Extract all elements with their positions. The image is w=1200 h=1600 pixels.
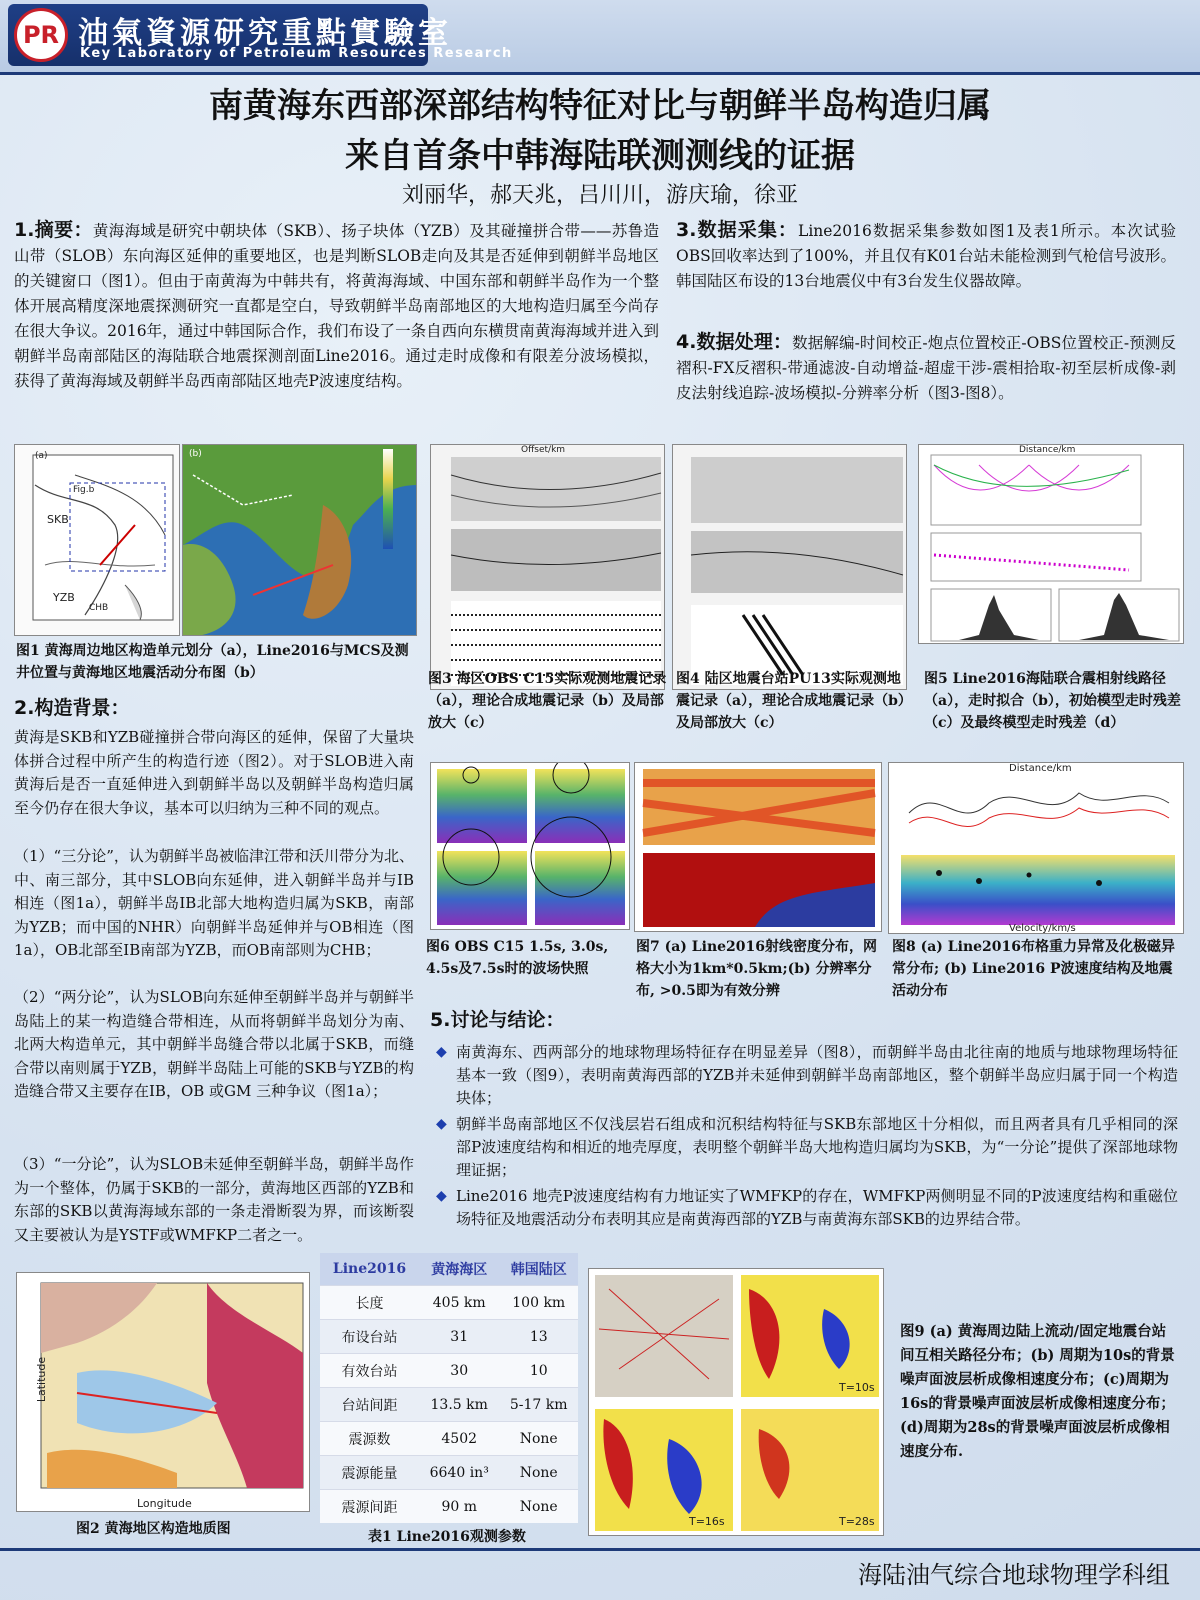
figure-8-caption: 图8 (a) Line2016布格重力异常及化极磁异常分布; (b) Line2016 P波速度结构及地震活动分布: [892, 939, 1176, 999]
table-row: [320, 1490, 578, 1524]
fig5-distance-label: Distance/km: [1019, 445, 1076, 455]
table-header-cell: 韩国陆区: [499, 1253, 578, 1286]
fig1b-label: (b): [189, 449, 202, 459]
table-cell: 布设台站: [320, 1320, 419, 1354]
fig1a-figb-label: Fig.b: [73, 485, 95, 495]
table-1-caption: 表1 Line2016观测参数: [368, 1529, 526, 1545]
table-cell: 震源数: [320, 1422, 419, 1456]
abstract-heading: 1.摘要：: [14, 219, 93, 241]
noise-tomography-maps: [589, 1269, 884, 1536]
figure-3-caption: 图3 海区OBS C15实际观测地震记录（a），理论合成地震记录（b）及局部放大（c）: [428, 671, 667, 731]
diamond-bullet-icon: ◆: [436, 1044, 447, 1060]
figure-6-wavefield-snapshots: [430, 762, 630, 930]
table-cell: 长度: [320, 1286, 419, 1320]
table-header-row: [320, 1253, 578, 1286]
acquisition-section: [676, 218, 1176, 294]
table-cell: 4502: [419, 1422, 500, 1456]
conclusion-bullet-text: 朝鲜半岛南部地区不仅浅层岩石组成和沉积结构特征与SKB东部地区十分相似，而且两者具有几乎相同的深部P波速度结构和相近的地壳厚度，表明整个朝鲜半岛大地构造归属均为SKB，为“一分论”提供了深部地球物理证据；: [456, 1115, 1178, 1179]
figure-2-caption: 图2 黄海地区构造地质图: [76, 1521, 231, 1537]
table-header-cell: 黄海海区: [419, 1253, 500, 1286]
figure-9-noise-tomography: [588, 1268, 884, 1536]
figure-5-caption: 图5 Line2016海陆联合震相射线路径（a），走时拟合（b），初始模型走时残差（c）及最终模型走时残差（d）: [924, 671, 1181, 731]
table-1-parameters: [320, 1253, 578, 1523]
fig9-t28-label: T=28s: [839, 1515, 875, 1528]
figure-9-caption: 图9 (a) 黄海周边陆上流动/固定地震台站间互相关路径分布；(b) 周期为10s的背景噪声面波层析成像相速度分布；(c)周期为16s的背景噪声面波层析成像相速度分布；(d)周期为28s的背景噪声面波层析成像相速度分布.: [900, 1323, 1175, 1460]
lab-logo: [8, 4, 513, 66]
ray-density-plot: [635, 763, 882, 932]
diamond-bullet-icon: ◆: [436, 1116, 447, 1132]
table-header-cell: Line2016: [320, 1253, 419, 1286]
figure-7-ray-density: [634, 762, 882, 932]
fig9-t10-label: T=10s: [839, 1381, 875, 1394]
figure-4-land-records: [672, 444, 907, 690]
conclusion-bullet-text: 南黄海东、西两部分的地球物理场特征存在明显差异（图8），而朝鲜半岛由北往南的地质与地球物理场特征基本一致（图9），表明南黄海西部的YZB并未延伸到朝鲜半岛南部地区，整个朝鲜半岛应归属于同一个构造块体；: [456, 1043, 1178, 1107]
fig8-distance-label: Distance/km: [1009, 763, 1072, 774]
table-cell: 5-17 km: [499, 1388, 578, 1422]
lab-name-cn: 油氣資源研究重點實驗室: [78, 16, 452, 51]
lab-name-en: Key Laboratory of Petroleum Resources Research: [80, 46, 513, 61]
abstract-body: 黄海海域是研究中朝块体（SKB）、扬子块体（YZB）及其碰撞拼合带——苏鲁造山带（SLOB）东向海区延伸的重要地区，也是判断SLOB走向及其是否延伸到朝鲜半岛地区的关键窗口（图1）。但由于南黄海为中韩共有，将黄海海域、中国东部和朝鲜半岛作为一个整体开展高精度深地震探测研究一直都是空白，导致朝鲜半岛南部地区的大地构造归属至今尚存在很大争议。2016年，通过中韩国际合作，我们布设了一条自西向东横贯南黄海海域并进入到朝鲜半岛南部陆区的海陆联合地震探测剖面Line2016。通过走时成像和有限差分波场模拟，获得了黄海海域及朝鲜半岛西南部陆区地壳P波速度结构。: [14, 222, 659, 390]
table-row: [320, 1320, 578, 1354]
table-cell: 6640 in³: [419, 1456, 500, 1490]
table-cell: 30: [419, 1354, 500, 1388]
fig2-ylabel: Latitude: [35, 1356, 49, 1403]
figure-2-geologic-map: [16, 1272, 310, 1512]
table-row: [320, 1354, 578, 1388]
abstract-section: [14, 218, 659, 394]
seismicity-map: [183, 445, 417, 636]
conclusion-bullet-text: Line2016 地壳P波速度结构有力地证实了WMFKP的存在，WMFKP两侧明显不同的P波速度结构和重磁位场特征及地震活动分布表明其应是南黄海西部的YZB与南黄海东部SKB的边界结合带。: [456, 1187, 1178, 1228]
table-cell: 台站间距: [320, 1388, 419, 1422]
figure-7-caption: 图7 (a) Line2016射线密度分布，网格大小为1km*0.5km;(b) 分辨率分布, >0.5即为有效分辨: [636, 939, 878, 999]
fig8-velocity-label: Velocity/km/s: [1009, 923, 1076, 934]
conclusion-bullet-1: [436, 1041, 1178, 1110]
background-p3: （2）“两分论”，认为SLOB向东延伸至朝鲜半岛并与朝鲜半岛陆上的某一构造缝合带相连，从而将朝鲜半岛划分为南、北两大构造单元，其中朝鲜半岛缝合带以北属于SKB，而缝合带以南则属于YZB，朝鲜半岛陆上可能的SKB与YZB的构造缝合带又主要存在IB，OB 或GM 三种争议（图1a）；: [14, 988, 414, 1100]
land-record-plot: [673, 445, 907, 690]
acquisition-body: Line2016数据采集参数如图1及表1所示。本次试验OBS回收率达到了100%，并且仅有K01台站未能检测到气枪信号波形。韩国陆区布设的13台地震仪中有3台发生仪器故障。: [676, 222, 1176, 290]
wavefield-plot: [431, 763, 630, 930]
background-p4: （3）“一分论”，认为SLOB未延伸至朝鲜半岛，朝鲜半岛作为一个整体，仍属于SKB的一部分，黄海地区西部的YZB和东部的SKB以黄海海域东部的一条走滑断裂为界，而该断裂又主要被认为是YSTF或WMFKP二者之一。: [14, 1155, 414, 1244]
conclusion-heading-wrap: [430, 1008, 1130, 1034]
table-cell: 405 km: [419, 1286, 500, 1320]
figure-1b-seismicity-map: [182, 444, 417, 636]
conclusion-bullet-2: [436, 1113, 1178, 1182]
fig1a-yzb-label: YZB: [53, 591, 75, 604]
table-cell: None: [499, 1456, 578, 1490]
group-name: 海陆油气综合地球物理学科组: [858, 1561, 1170, 1589]
fig9-t16-label: T=16s: [689, 1515, 725, 1528]
table-cell: 10: [499, 1354, 578, 1388]
title-line-2: 来自首条中韩海陆联测测线的证据: [345, 136, 855, 176]
figure-8-gravity-velocity: [888, 762, 1184, 934]
figure-1a-map: [14, 444, 180, 636]
processing-section: [676, 330, 1176, 406]
background-heading-wrap: [14, 696, 414, 722]
table-cell: 31: [419, 1320, 500, 1354]
table-cell: None: [499, 1490, 578, 1524]
acquisition-heading: 3.数据采集：: [676, 219, 799, 241]
table-cell: 90 m: [419, 1490, 500, 1524]
fig2-xlabel: Longitude: [137, 1497, 192, 1510]
table-row: [320, 1388, 578, 1422]
figure-6-caption: 图6 OBS C15 1.5s, 3.0s, 4.5s及7.5s时的波场快照: [426, 939, 609, 977]
fig3-offset-label: Offset/km: [521, 445, 566, 455]
table-cell: 震源能量: [320, 1456, 419, 1490]
processing-heading: 4.数据处理：: [676, 331, 793, 353]
obs-record-plot: [431, 445, 665, 690]
authors: 刘丽华，郝天兆，吕川川，游庆瑜，徐亚: [401, 183, 798, 208]
ray-path-plot: [919, 445, 1184, 644]
table-cell: 13: [499, 1320, 578, 1354]
background-p1: 黄海是SKB和YZB碰撞拼合带向海区的延伸，保留了大量块体拼合过程中所产生的构造行迹（图2）。对于SLOB进入南黄海后是否一直延伸进入到朝鲜半岛以及朝鲜半岛构造归属至今仍存在很大争议，基本可以归纳为三种不同的观点。: [14, 728, 414, 817]
fig1a-skb-label: SKB: [47, 513, 69, 526]
gravity-velocity-plot: [889, 763, 1184, 934]
conclusion-bullet-3: [436, 1185, 1178, 1231]
background-heading: 2.构造背景：: [14, 697, 130, 719]
footer-divider: [0, 1548, 1200, 1551]
diamond-bullet-icon: ◆: [436, 1188, 447, 1204]
table-cell: 100 km: [499, 1286, 578, 1320]
table-row: [320, 1286, 578, 1320]
table-cell: 13.5 km: [419, 1388, 500, 1422]
processing-body: 数据解编-时间校正-炮点位置校正-OBS位置校正-预测反褶积-FX反褶积-带通滤波-自动增益-超虚干涉-震相拾取-初至层析成像-剥皮法射线追踪-波场模拟-分辨率分析（图3-图8）。: [676, 334, 1176, 402]
table-row: [320, 1456, 578, 1490]
background-p2: （1）“三分论”，认为朝鲜半岛被临津江带和沃川带分为北、中、南三部分，其中SLOB向东延伸，进入朝鲜半岛并与IB相连（图1a），朝鲜半岛IB北部大地构造归属为SKB，南部为YZB；而中国的NHR）向朝鲜半岛延伸并与OB相连（图1a），OB北部至IB南部为YZB，而OB南部则为CHB；: [14, 847, 414, 959]
table-row: [320, 1422, 578, 1456]
table-cell: 有效台站: [320, 1354, 419, 1388]
header-banner: [0, 0, 1200, 75]
fig1a-label: (a): [35, 451, 48, 461]
table-cell: None: [499, 1422, 578, 1456]
geologic-map: [17, 1273, 310, 1512]
title-line-1: 南黄海东西部深部结构特征对比与朝鲜半岛构造归属: [209, 86, 991, 126]
conclusion-heading: 5.讨论与结论：: [430, 1009, 565, 1031]
fig1a-chb-label: CHB: [89, 603, 109, 613]
figure-4-caption: 图4 陆区地震台站PU13实际观测地震记录（a），理论合成地震记录（b）及局部放大（c）: [676, 671, 905, 731]
figure-1-caption: 图1 黄海周边地区构造单元划分（a），Line2016与MCS及测井位置与黄海地区地震活动分布图（b）: [16, 643, 409, 681]
table-cell: 震源间距: [320, 1490, 419, 1524]
pr-logo-icon: PR: [14, 8, 68, 62]
figure-3-obs-records: [430, 444, 665, 690]
figure-5-ray-paths: [918, 444, 1184, 644]
